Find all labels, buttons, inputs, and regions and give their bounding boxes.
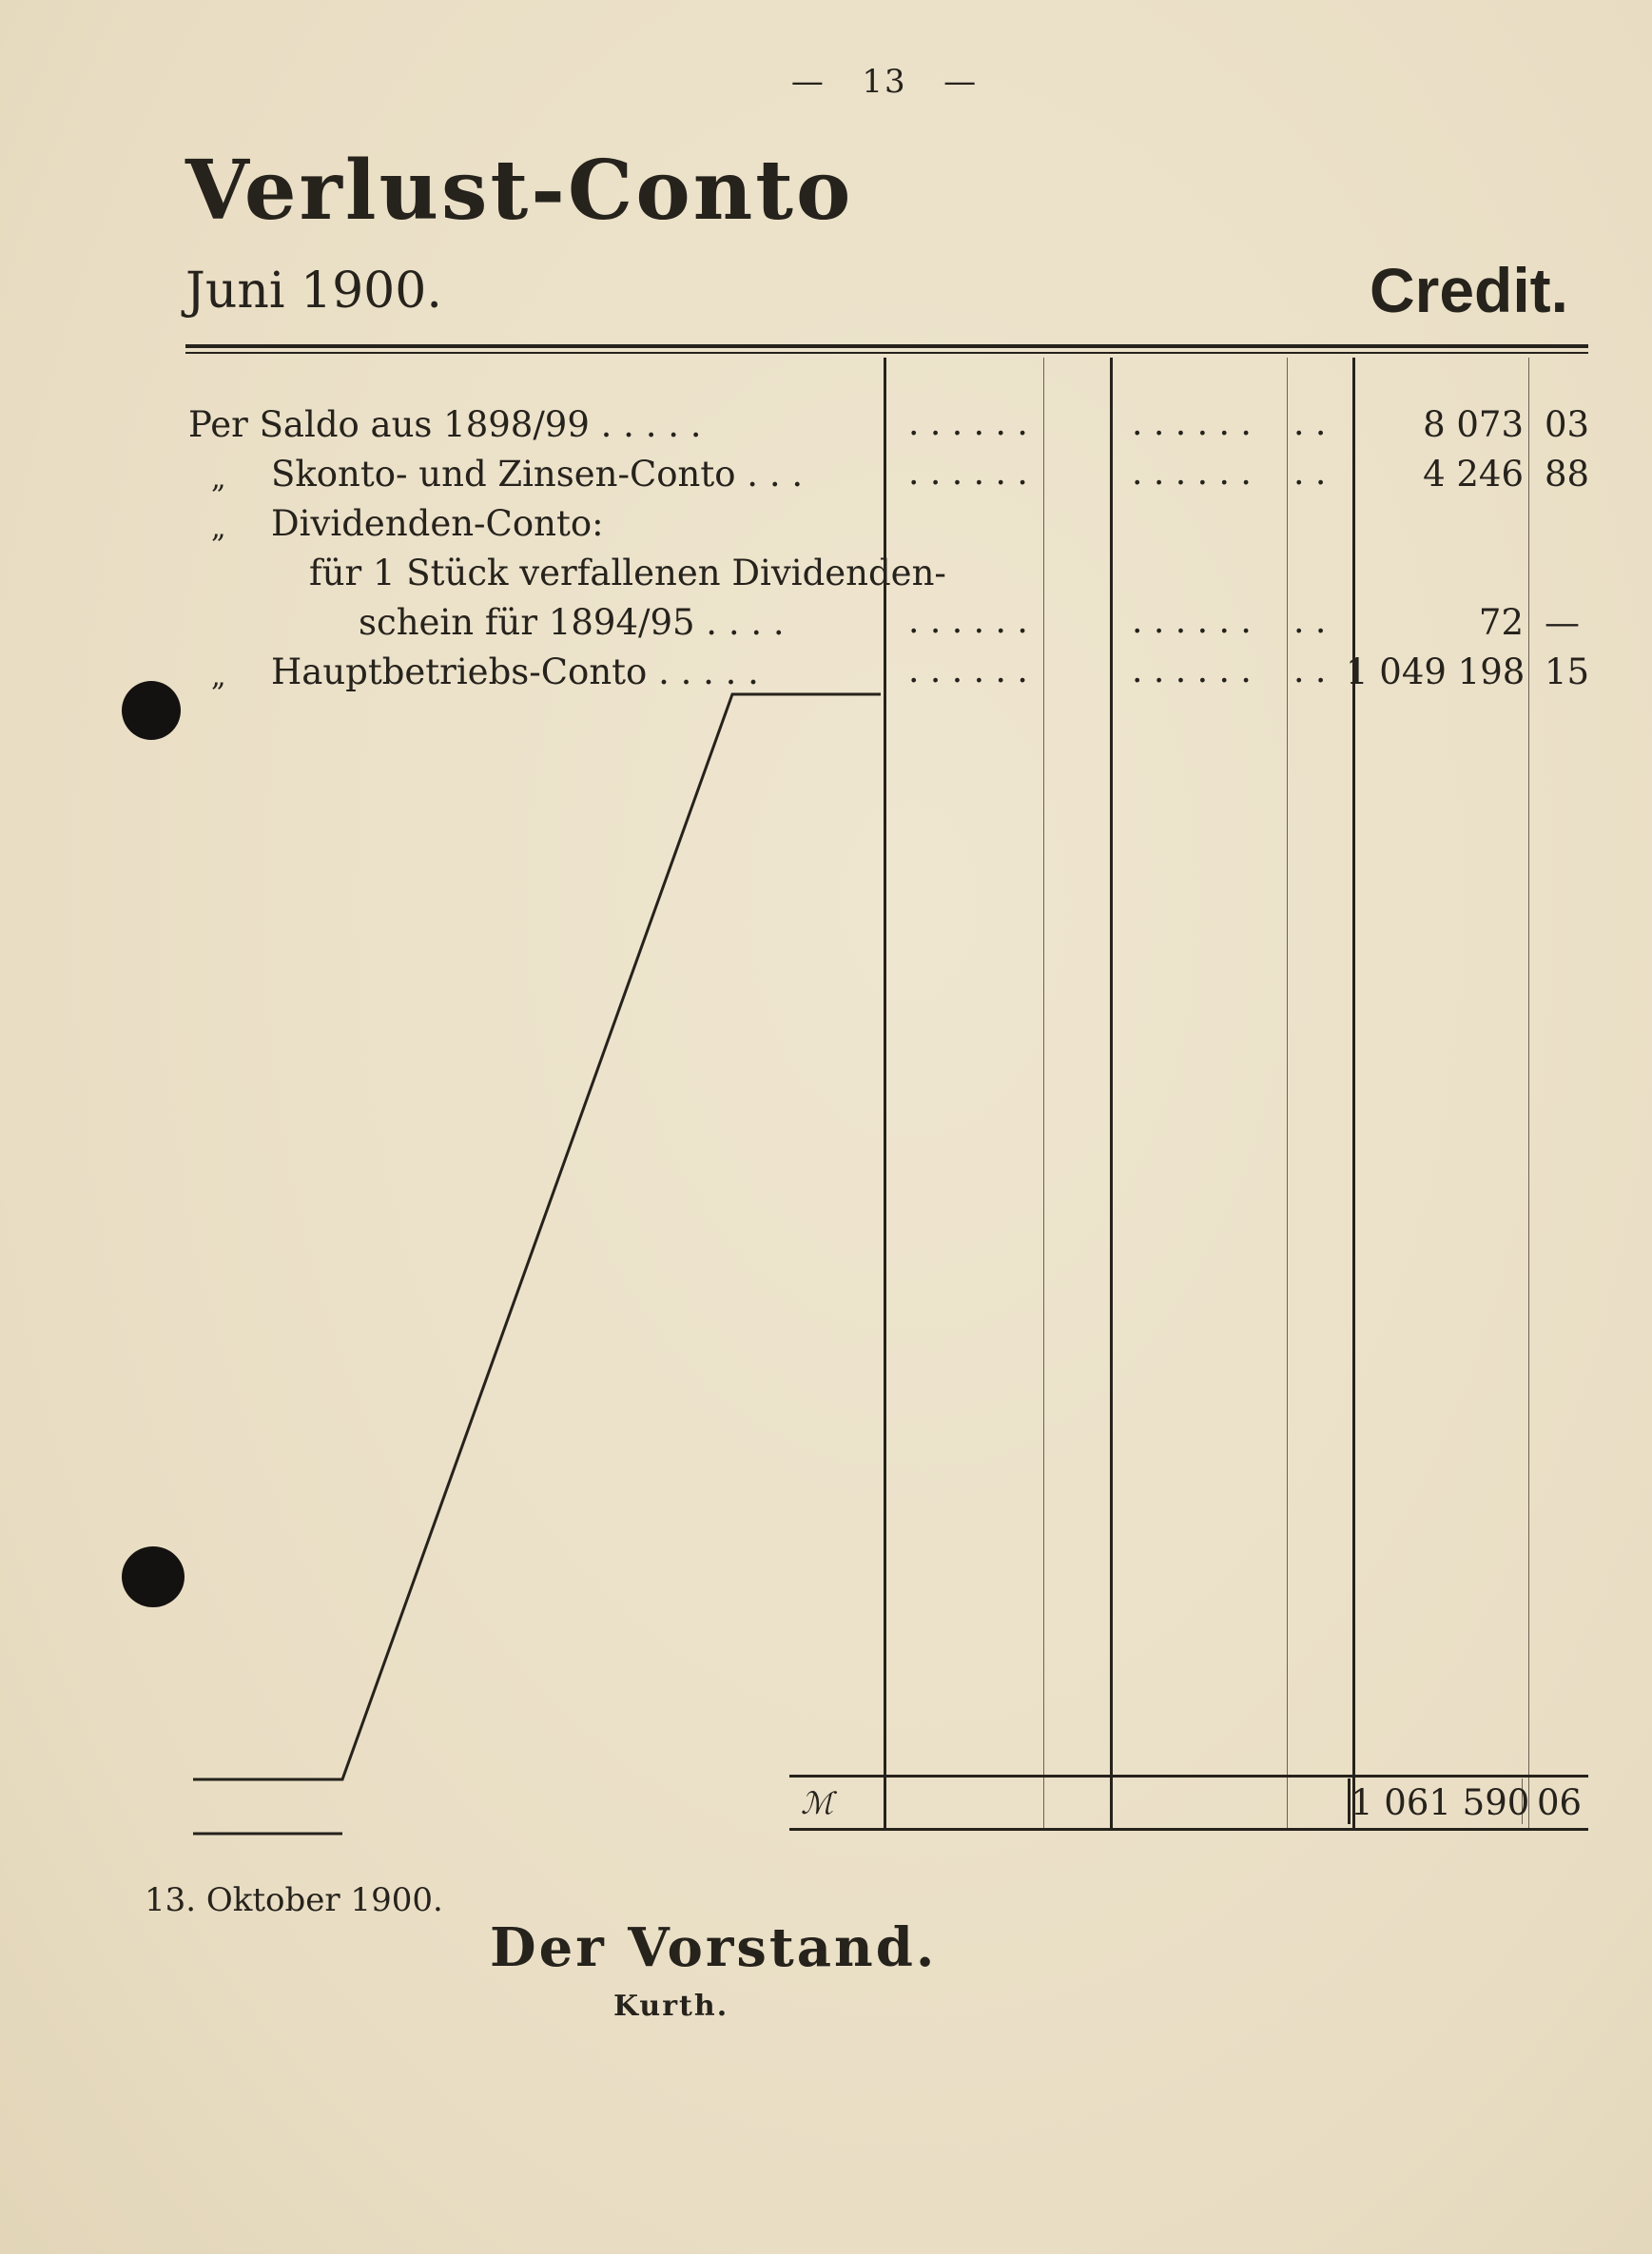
row-dots-col-1: . . . . . . [908,454,1028,493]
total-amount: 1 061 590 [1351,1782,1530,1823]
row-label: Per Saldo aus 1898/99 . . . . . [188,404,702,445]
row-cents: — [1545,602,1580,643]
total-rule-top [789,1775,1588,1778]
row-label: für 1 Stück verfallenen Dividenden- [309,553,946,593]
page-number-dash-left: — [790,63,826,101]
row-amount: 72 [1478,602,1524,643]
total-cents: 06 [1537,1782,1583,1823]
row-dots-col-1: . . . . . . [908,602,1028,641]
row-dots-col-2: . . . . . . [1132,454,1252,493]
row-amount: 4 246 [1423,454,1524,495]
row-cents: 15 [1545,651,1590,692]
currency-mark: ℳ [801,1785,834,1821]
row-dots-col-2: . . . . . . [1132,602,1252,641]
row-amount: 8 073 [1423,404,1524,445]
row-label: schein für 1894/95 . . . . [359,602,785,643]
filler-stroke [193,694,881,1779]
row-quote: „ [211,660,226,693]
page-number-dash-right: — [943,63,979,101]
row-dots-col-3: . . [1293,651,1327,690]
row-quote: „ [211,462,226,495]
total-row [0,1782,1652,1827]
page-number: 13 [862,63,907,101]
row-dots-col-3: . . [1293,602,1327,641]
row-dots-col-3: . . [1293,404,1327,443]
row-dots-col-2: . . . . . . [1132,651,1252,690]
row-dots-col-2: . . . . . . [1132,404,1252,443]
row-cents: 03 [1545,404,1590,445]
row-label: Hauptbetriebs-Conto . . . . . [271,651,759,692]
row-quote: „ [211,512,226,545]
row-cents: 88 [1545,454,1590,495]
credit-label: Credit. [1369,255,1568,325]
date-heading: Juni 1900. [185,262,442,320]
total-rule-bottom [789,1828,1588,1831]
row-label: Skonto- und Zinsen-Conto . . . [271,454,804,495]
row-label: Dividenden-Conto: [271,503,604,544]
row-dots-col-1: . . . . . . [908,404,1028,443]
row-amount: 1 049 198 [1346,651,1526,692]
page-title: Verlust-Conto [185,143,854,239]
row-dots-col-1: . . . . . . [908,651,1028,690]
signer-name: Kurth. [613,1990,729,2023]
row-dots-col-3: . . [1293,454,1327,493]
footer-date: 13. Oktober 1900. [145,1881,443,1919]
signature-title: Der Vorstand. [490,1916,938,1979]
